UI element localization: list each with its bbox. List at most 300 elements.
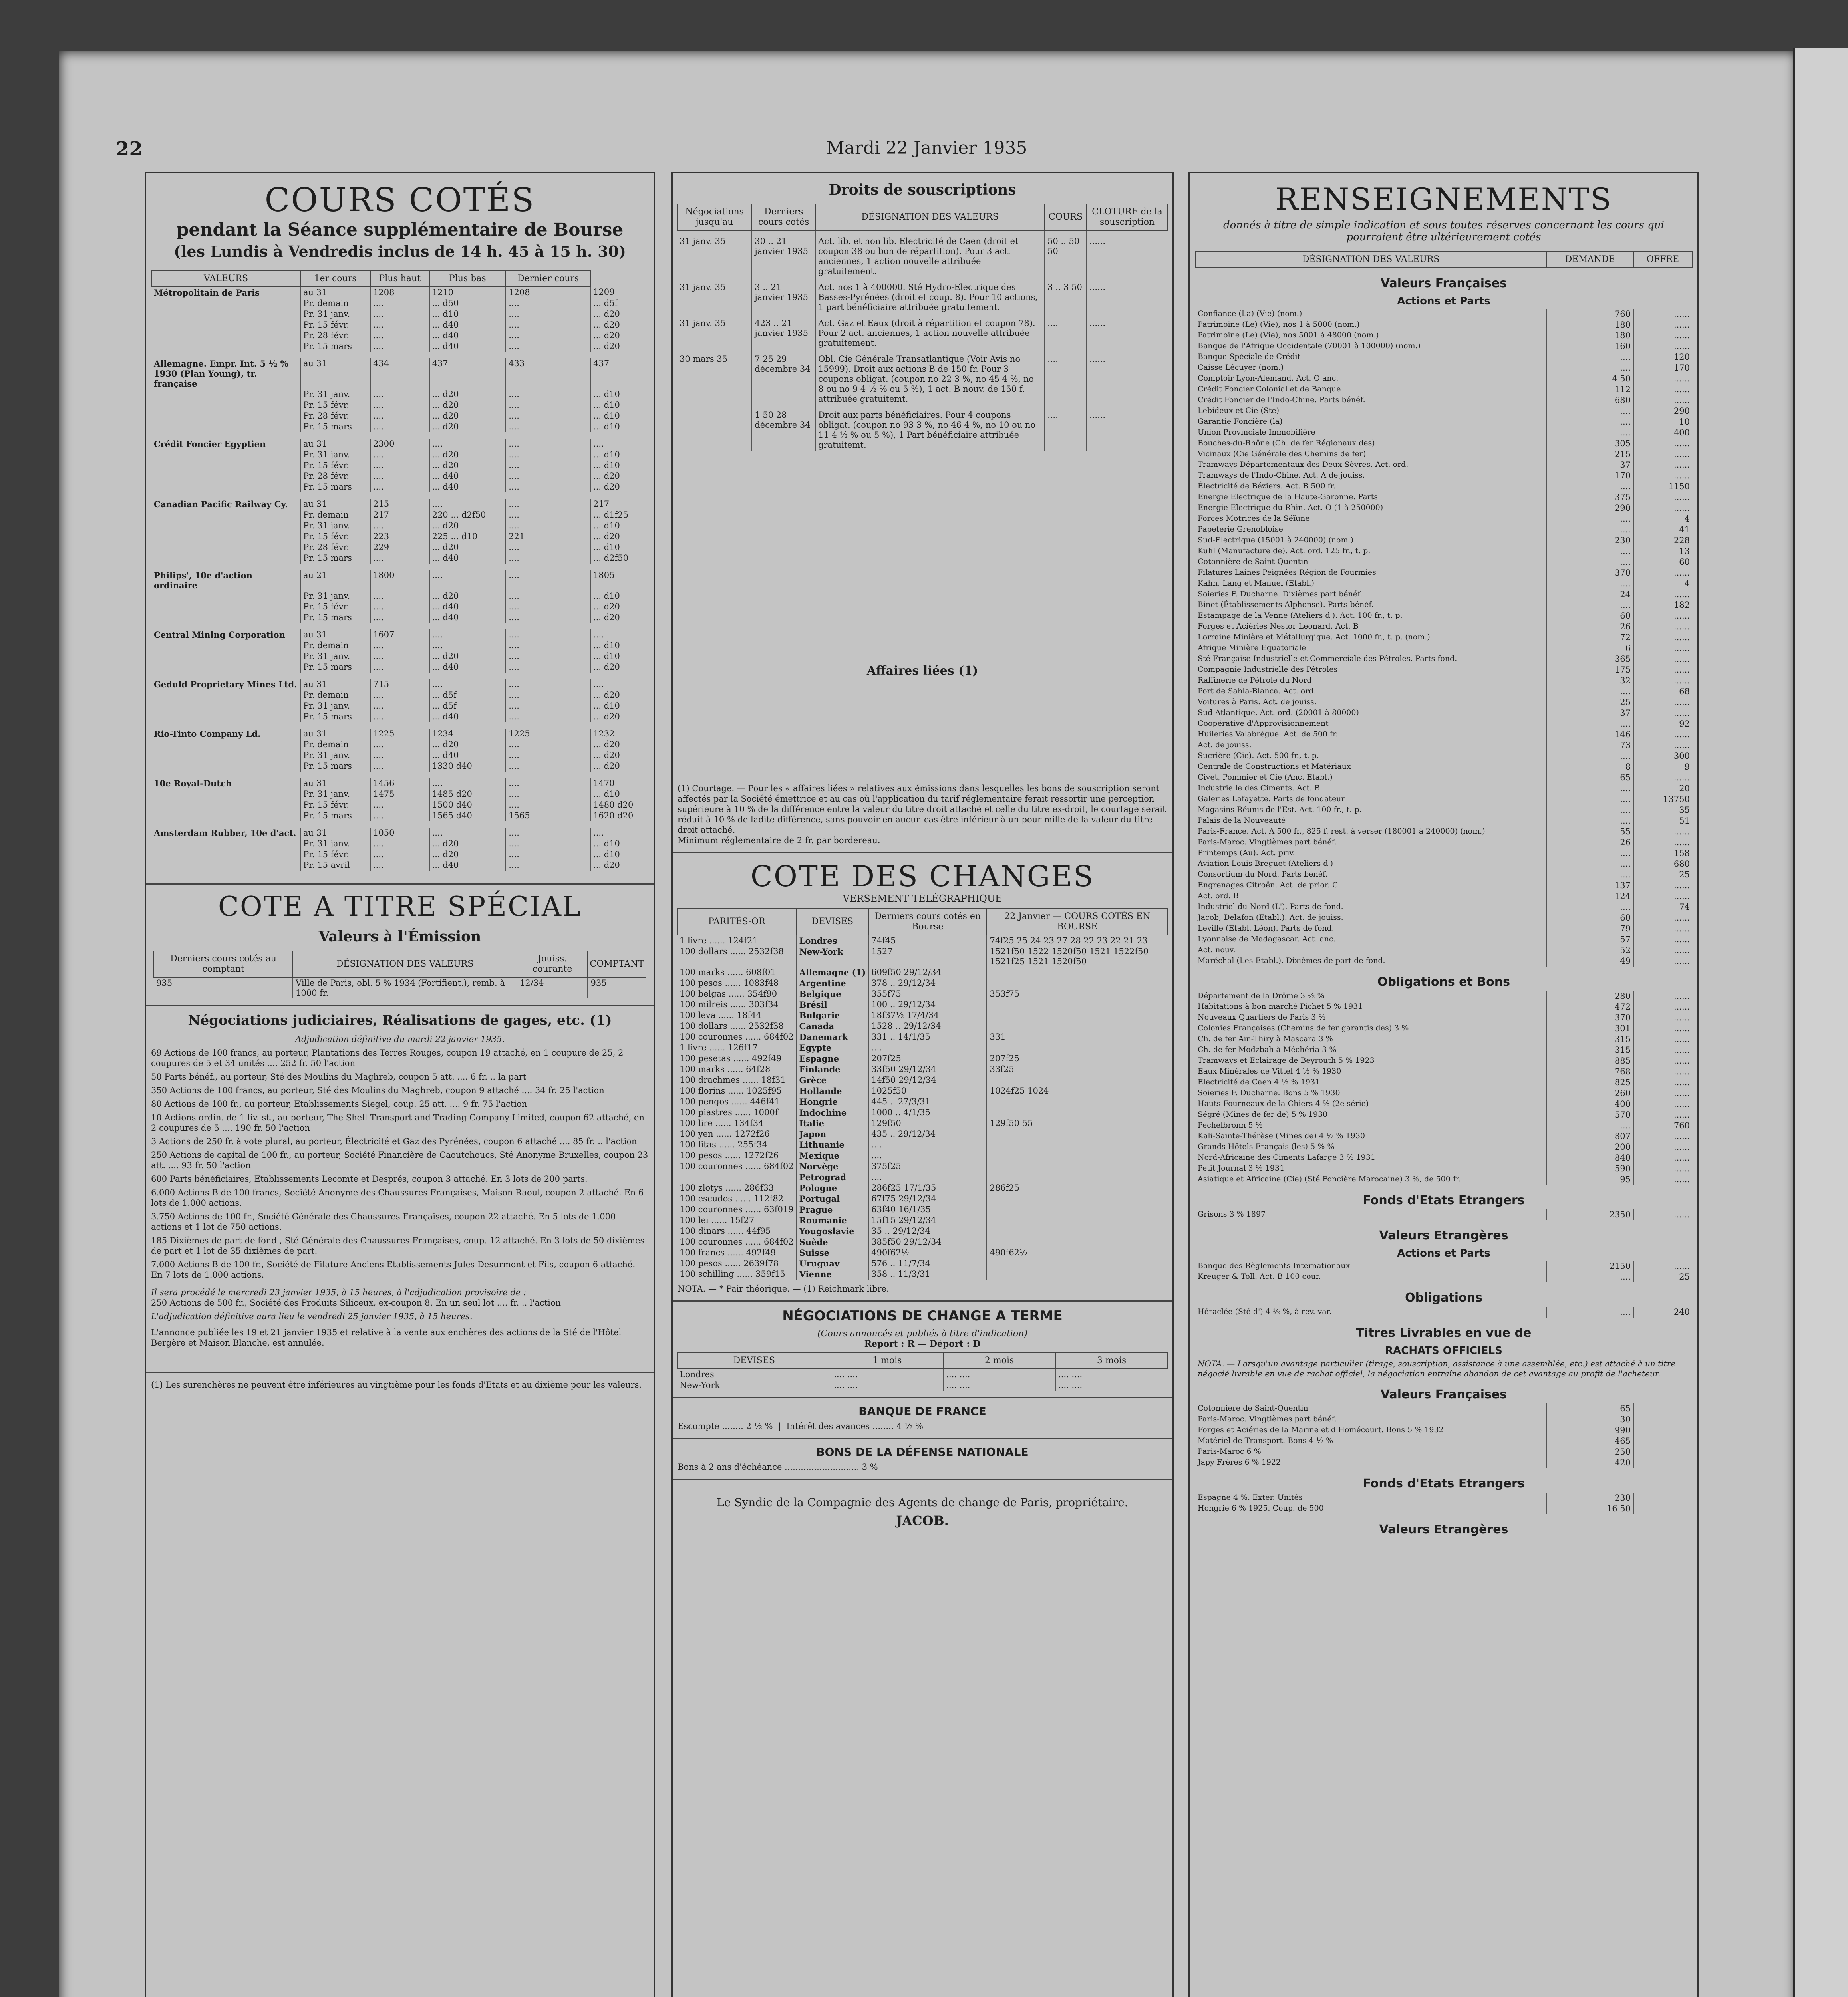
notice-definitive: L'adjudication définitive aura lieu le vendredi 25 janvier 1935, à 15 heures. [151, 1312, 473, 1321]
negociation-item: 350 Actions de 100 francs, au porteur, Sté des Moulins du Maghreb, coupon 9 attaché .... 34 fr. 25 l'action [151, 1086, 604, 1095]
demande-value: .... [1546, 751, 1633, 762]
offre-value: ...... [1633, 449, 1692, 460]
valeur-name [151, 651, 300, 662]
cours-value: .... [370, 690, 429, 701]
table-row [1195, 1142, 1692, 1153]
demande-value: 305 [1546, 438, 1633, 449]
valeur-name: Estampage de la Venne (Ateliers d'). Act. 100 fr., t. p. [1198, 611, 1403, 620]
cours-value: .... [506, 449, 590, 460]
cours-value: 437 [590, 358, 649, 389]
offre-value: 25 [1633, 869, 1692, 880]
offre-value: 170 [1633, 363, 1692, 373]
demande-value: 290 [1546, 503, 1633, 514]
table-row [1195, 794, 1692, 805]
offre-value: ...... [1633, 1174, 1692, 1185]
souscription-cell: Obl. Cie Générale Transatlantique (Voir Avis no 15999). Droit aux actions B de 150 fr. Pour 3 coupons obligat. (coupon no 22 3 %, no 45 4 %, no 8 ou no 9 4 ½ % ou 5 %), 1 act. B nouv. de 150 f. attribuée gratuitemt. [815, 349, 1045, 405]
changes-header: Derniers cours cotés en Bourse [868, 909, 987, 935]
echeance-cell: Pr. 31 janv. [300, 449, 370, 460]
column-renseignements [1188, 172, 1699, 1997]
cours-value: ... d20 [590, 330, 649, 341]
valeur-name [151, 542, 300, 553]
table-row [1195, 1457, 1692, 1468]
valeur-name: Philips', 10e d'action ordinaire [154, 570, 252, 590]
cours-du-jour: 490f62½ [987, 1247, 1168, 1258]
valeur-name: Act. ord. B [1198, 891, 1239, 900]
offre-value: ...... [1633, 740, 1692, 751]
echeance-cell: Pr. 15 mars [300, 612, 370, 623]
changes-header: DEVISES [797, 909, 869, 935]
offre-value: 182 [1633, 600, 1692, 611]
negociation-item: 185 Dixièmes de part de fond., Sté Générale des Chaussures Françaises, coup. 12 attaché. En 3 lots de 50 dixièmes de part et 1 lot de 35 dixièmes de part. [151, 1236, 645, 1256]
offre-value: ...... [1633, 621, 1692, 632]
section-heading: Fonds d'Etats Etrangers [1363, 1193, 1525, 1207]
section-heading-row [1195, 1514, 1692, 1538]
cours-value: 217 [590, 499, 649, 510]
table-row [677, 989, 1168, 999]
cours-du-jour [987, 1042, 1168, 1053]
table-row [1195, 740, 1692, 751]
demande-value: 315 [1546, 1034, 1633, 1045]
cours-du-jour [987, 1010, 1168, 1021]
terme-header: 2 mois [943, 1353, 1055, 1369]
devise: New-York [797, 946, 869, 967]
cours-value: 229 [370, 542, 429, 553]
table-row [1195, 417, 1692, 427]
table-row [151, 341, 649, 352]
dernier-cours: 33f50 29/12/34 [868, 1064, 987, 1075]
table-row [1195, 837, 1692, 848]
cours-value: .... [506, 570, 590, 591]
offre-value: 9 [1633, 762, 1692, 772]
cours-value: ... d40 [429, 341, 506, 352]
section-heading: Actions et Parts [1397, 1247, 1490, 1259]
valeur-name [151, 838, 300, 849]
offre-value: ...... [1633, 934, 1692, 945]
valeur-name [151, 711, 300, 722]
demande-value: 990 [1546, 1425, 1633, 1436]
section-heading-row [1195, 1342, 1692, 1358]
devise: Suède [797, 1237, 869, 1247]
echeance-cell: Pr. 15 févr. [300, 460, 370, 471]
table-row [151, 761, 649, 772]
cours-du-jour [987, 1075, 1168, 1086]
negociation-item: 7.000 Actions B de 100 fr., Société de Filature Anciens Etablissements Jules Desurmont et Fils, coupon 6 attaché. En 7 lots de 1.000 actions. [151, 1260, 636, 1280]
table-row [151, 601, 649, 612]
cours-value: .... [429, 570, 506, 591]
renseignements-subtitle: donnés à titre de simple indication et sous toutes réserves concernant les cours qui pourraient être ultérieurement cotés [1223, 219, 1664, 243]
cours-value: .... [506, 690, 590, 701]
demande-value: 124 [1546, 891, 1633, 902]
cours-value: .... [506, 400, 590, 411]
valeur-name [151, 601, 300, 612]
table-row [1195, 1012, 1692, 1023]
valeur-name [151, 800, 300, 810]
parite-or [677, 1172, 797, 1183]
souscription-cell: .... [1045, 313, 1087, 349]
changes-title: COTE DES CHANGES [750, 860, 1095, 893]
renseignements-table [1195, 251, 1693, 1538]
demande-value: 137 [1546, 880, 1633, 891]
offre-value: 68 [1633, 686, 1692, 697]
dernier-cours: 14f50 29/12/34 [868, 1075, 987, 1086]
valeur-name [151, 341, 300, 352]
cours-value: .... [429, 499, 506, 510]
spacer-cell [151, 492, 300, 499]
titre-special-cell: 935 [156, 978, 173, 988]
table-row [151, 510, 649, 520]
echeance-cell: Pr. 15 mars [300, 482, 370, 492]
table-row [151, 298, 649, 309]
parite-or: 100 francs ...... 492f49 [680, 1248, 776, 1257]
devise: Indochine [797, 1107, 869, 1118]
table-row [1195, 578, 1692, 589]
cours-value: .... [506, 553, 590, 564]
offre-value: 51 [1633, 816, 1692, 826]
souscription-cell: 31 janv. 35 [680, 318, 726, 328]
valeur-name: Confiance (La) (Vie) (nom.) [1198, 309, 1302, 318]
echeance-cell: Pr. demain [300, 298, 370, 309]
demande-value: 30 [1546, 1414, 1633, 1425]
cours-value: 1225 [370, 729, 429, 739]
table-row [1195, 934, 1692, 945]
parite-or: 100 florins ...... 1025f95 [680, 1086, 782, 1096]
cours-value: ... d20 [590, 471, 649, 482]
cours-value: ... d10 [590, 411, 649, 421]
valeur-name: Act. de jouiss. [1198, 740, 1252, 749]
cours-value: 1475 [370, 789, 429, 800]
dernier-cours: 63f40 16/1/35 [868, 1204, 987, 1215]
valeur-name: Paris-France. Act. A 500 fr., 825 f. rest. à verser (180001 à 240000) (nom.) [1198, 827, 1485, 836]
table-row [1195, 373, 1692, 384]
cours-du-jour [987, 1258, 1168, 1269]
dernier-cours: 378 .. 29/12/34 [868, 978, 987, 989]
rachats-nota-row [1195, 1358, 1692, 1379]
cours-value: ... d40 [429, 860, 506, 871]
negociations-title: Négociations judiciaires, Réalisations de gages, etc. (1) [188, 1012, 612, 1028]
table-row [151, 591, 649, 601]
cours-value: .... [506, 640, 590, 651]
valeur-name: Leville (Etabl. Léon). Parts de fond. [1198, 924, 1334, 933]
cours-value: .... [370, 761, 429, 772]
cours-value: ... d10 [590, 640, 649, 651]
bons-label: Bons à 2 ans d'échéance [678, 1462, 782, 1472]
cours-value: 1470 [590, 778, 649, 789]
avances-rate: 4 ½ % [896, 1421, 924, 1431]
offre-value: ...... [1633, 891, 1692, 902]
page-number: 22 [116, 138, 143, 160]
valeur-name: Asiatique et Africaine (Cie) (Sté Foncière Marocaine) 3 %, de 500 fr. [1198, 1175, 1461, 1183]
cours-du-jour [987, 1129, 1168, 1139]
spacer-cell [151, 821, 300, 828]
demande-value: 170 [1546, 470, 1633, 481]
cours-value: 1805 [590, 570, 649, 591]
offre-value: ...... [1633, 826, 1692, 837]
demande-value: 840 [1546, 1153, 1633, 1163]
echeance-cell: Pr. 15 févr. [300, 800, 370, 810]
affaires-liees: Affaires liées (1) [866, 664, 978, 678]
table-row [1195, 816, 1692, 826]
table-row [677, 1010, 1168, 1021]
valeur-name [151, 849, 300, 860]
cours-du-jour [987, 1139, 1168, 1150]
echeance-cell: Pr. 31 janv. [300, 309, 370, 320]
demande-value: 570 [1546, 1110, 1633, 1120]
cours-value: .... [506, 542, 590, 553]
offre-value: ...... [1633, 1045, 1692, 1056]
echeance-cell: Pr. 28 févr. [300, 542, 370, 553]
demande-value: 180 [1546, 330, 1633, 341]
valeur-name [151, 411, 300, 421]
parite-or: 100 lire ...... 134f34 [680, 1118, 764, 1128]
cours-value: 1225 [506, 729, 590, 739]
table-row [1195, 665, 1692, 675]
offre-value: ...... [1633, 956, 1692, 967]
table-row [677, 1204, 1168, 1215]
valeur-name: Soieries F. Ducharne. Dixièmes part bénéf. [1198, 590, 1363, 598]
table-row [1195, 438, 1692, 449]
cours-value: ... d5f [590, 298, 649, 309]
dernier-cours: 18f37½ 17/4/34 [868, 1010, 987, 1021]
cours-value: .... [370, 400, 429, 411]
spacer-cell [151, 564, 300, 570]
cours-value: .... [370, 750, 429, 761]
demande-value: 65 [1546, 1403, 1633, 1414]
valeur-name: 10e Royal-Dutch [154, 778, 232, 788]
offre-value: 120 [1633, 352, 1692, 363]
table-row [1195, 772, 1692, 783]
cours-value: ... d20 [429, 389, 506, 400]
cours-value: ... d2f50 [590, 553, 649, 564]
valeur-name: Crédit Foncier Egyptien [154, 439, 266, 449]
offre-value: ...... [1633, 772, 1692, 783]
offre-value [1633, 1503, 1692, 1514]
offre-value: 92 [1633, 719, 1692, 729]
valeur-name: Eaux Minérales de Vittel 4 ½ % 1930 [1198, 1067, 1341, 1076]
table-row [1195, 1110, 1692, 1120]
negociation-item: 6.000 Actions B de 100 francs, Société Anonyme des Chaussures Françaises, Maison Raoul, coupon 2 attaché. En 6 lots de 1.000 actions. [151, 1188, 644, 1208]
cours-value: ... d10 [590, 520, 649, 531]
table-row [1195, 492, 1692, 503]
echeance-cell: au 31 [300, 439, 370, 449]
table-row [677, 1150, 1168, 1161]
valeur-name: Kuhl (Manufacture de). Act. ord. 125 fr., t. p. [1198, 546, 1371, 555]
valeur-name: Métropolitain de Paris [154, 288, 260, 298]
valeur-name: Nord-Africaine des Ciments Lafarge 3 % 1931 [1198, 1153, 1376, 1162]
valeur-name: Ségré (Mines de fer de) 5 % 1930 [1198, 1110, 1328, 1119]
cours-value: 1480 d20 [590, 800, 649, 810]
table-row [151, 309, 649, 320]
table-row [1195, 611, 1692, 621]
table-row [677, 1021, 1168, 1032]
demande-value: 25 [1546, 697, 1633, 708]
valeur-name: Filatures Laines Peignées Région de Fourmies [1198, 568, 1376, 577]
table-row [1195, 524, 1692, 535]
cours-value: .... [370, 601, 429, 612]
cours-du-jour [987, 1096, 1168, 1107]
column-cours-cotes [145, 172, 655, 1997]
table-row [1195, 1099, 1692, 1110]
cours-value: ... d10 [590, 651, 649, 662]
cours-value: 1234 [429, 729, 506, 739]
offre-value: ...... [1633, 1088, 1692, 1099]
valeur-name: Printemps (Au). Act. priv. [1198, 848, 1295, 857]
demande-value: 370 [1546, 1012, 1633, 1023]
offre-value: ...... [1633, 1209, 1692, 1220]
offre-value: ...... [1633, 729, 1692, 740]
offre-value: 41 [1633, 524, 1692, 535]
table-row [1195, 686, 1692, 697]
offre-value [1633, 1425, 1692, 1436]
cours-value: .... [506, 711, 590, 722]
echeance-cell: Pr. 31 janv. [300, 651, 370, 662]
valeur-name: Sucrière (Cie). Act. 500 fr., t. p. [1198, 751, 1319, 760]
table-row [151, 531, 649, 542]
devise: Canada [797, 1021, 869, 1032]
table-row [1195, 1209, 1692, 1220]
dernier-cours: 15f15 29/12/34 [868, 1215, 987, 1226]
offre-value: ...... [1633, 589, 1692, 600]
devise: Espagne [797, 1053, 869, 1064]
cours-value: 1210 [429, 287, 506, 298]
table-row [1195, 945, 1692, 956]
offre-value: ...... [1633, 675, 1692, 686]
table-row [1195, 481, 1692, 492]
demande-value: 32 [1546, 675, 1633, 686]
spacer-cell [151, 623, 300, 629]
valeur-name: Forges et Aciéries Nestor Léonard. Act. B [1198, 622, 1359, 631]
souscription-cell: 3 .. 3 50 [1045, 277, 1087, 313]
dernier-cours: 435 .. 29/12/34 [868, 1129, 987, 1139]
cours-value: .... [370, 553, 429, 564]
table-row [677, 946, 1168, 967]
cours-value: ... d20 [590, 341, 649, 352]
demande-value: 37 [1546, 460, 1633, 470]
cours-value: .... [370, 411, 429, 421]
souscription-cell: Droit aux parts bénéficiaires. Pour 4 coupons obligat. (coupon no 93 3 %, no 46 4 %, no 10 ou no 11 4 ½ % ou 5 %), 1 Part bénéficiaire attribuée gratuitemt. [815, 405, 1045, 451]
offre-value: ...... [1633, 395, 1692, 406]
negociation-item: 50 Parts bénéf., au porteur, Sté des Moulins du Maghreb, coupon 5 att. .... 6 fr. .. la part [151, 1072, 527, 1082]
table-row [677, 1086, 1168, 1096]
demande-value: 200 [1546, 1142, 1633, 1153]
offre-value: ...... [1633, 1153, 1692, 1163]
valeur-name [151, 421, 300, 432]
cours-value: ... d40 [429, 471, 506, 482]
echeance-cell: Pr. 15 févr. [300, 320, 370, 330]
valeur-name: Paris-Maroc 6 % [1198, 1447, 1261, 1456]
offre-value: 60 [1633, 557, 1692, 568]
spacer-cell [151, 673, 300, 679]
echeance-cell: Pr. 28 févr. [300, 330, 370, 341]
parite-or: 100 drachmes ...... 18f31 [680, 1075, 786, 1085]
page-date: Mardi 22 Janvier 1935 [826, 138, 1027, 158]
souscription-cell: ...... [1087, 405, 1168, 451]
table-row [1195, 557, 1692, 568]
offre-value: ...... [1633, 470, 1692, 481]
offre-value: 400 [1633, 427, 1692, 438]
devise: Egypte [797, 1042, 869, 1053]
echeance-cell: Pr. 31 janv. [300, 520, 370, 531]
table-row [151, 542, 649, 553]
parite-or: 100 marks ...... 64f28 [680, 1064, 771, 1074]
valeur-name: Centrale de Constructions et Matériaux [1198, 762, 1351, 771]
parite-or: 100 dinars ...... 44f95 [680, 1226, 771, 1236]
section-heading: Obligations [1405, 1291, 1482, 1305]
table-row [677, 1139, 1168, 1150]
titre-special-header: COMPTANT [588, 951, 646, 977]
offre-value: 13750 [1633, 794, 1692, 805]
cours-du-jour: 286f25 [987, 1183, 1168, 1193]
demande-value: 146 [1546, 729, 1633, 740]
cours-value: 715 [370, 679, 429, 690]
table-row [151, 499, 649, 510]
echeance-cell: au 31 [300, 358, 370, 389]
echeance-cell: Pr. 31 janv. [300, 750, 370, 761]
table-row [1195, 1153, 1692, 1163]
cours-cotes-header: Plus haut [370, 271, 429, 287]
table-row [151, 471, 649, 482]
cours-value: .... [506, 612, 590, 623]
offre-value: 4 [1633, 578, 1692, 589]
echeance-cell: au 31 [300, 629, 370, 640]
echeance-cell: Pr. demain [300, 739, 370, 750]
demande-value: 6 [1546, 643, 1633, 654]
valeur-name: Tramways et Eclairage de Beyrouth 5 % 1923 [1198, 1056, 1375, 1065]
offre-value: 760 [1633, 1120, 1692, 1131]
table-row [1195, 1414, 1692, 1425]
dernier-cours: .... [868, 1042, 987, 1053]
table-row [1195, 1307, 1692, 1318]
cours-du-jour [987, 999, 1168, 1010]
group-spacer [151, 772, 649, 778]
souscriptions-header: Derniers cours cotés [752, 204, 815, 230]
cours-value: ... d20 [429, 460, 506, 471]
cours-value: ... d50 [429, 298, 506, 309]
cours-value: .... [370, 701, 429, 711]
souscriptions-header: COURS [1045, 204, 1087, 230]
minimum-note: Minimum réglementaire de 2 fr. par bordereau. [678, 836, 880, 845]
table-row [1195, 956, 1692, 967]
cours-value: .... [506, 629, 590, 640]
cours-value: 1456 [370, 778, 429, 789]
table-row [1195, 1447, 1692, 1457]
table-row [151, 711, 649, 722]
section-heading: Fonds d'Etats Etrangers [1363, 1477, 1525, 1491]
table-row [151, 400, 649, 411]
cours-value: 217 [370, 510, 429, 520]
cours-value: ... d10 [590, 849, 649, 860]
escompte-rate: 2 ½ % [746, 1421, 773, 1431]
cours-du-jour: 74f25 25 24 23 27 28 22 23 22 21 23 [987, 935, 1168, 946]
cours-value: .... [506, 789, 590, 800]
section-heading-row [1195, 1220, 1692, 1245]
cours-du-jour [987, 1269, 1168, 1280]
cours-value: .... [506, 800, 590, 810]
parite-or: 100 couronnes ...... 684f02 [680, 1237, 794, 1247]
devise: Argentine [797, 978, 869, 989]
valeur-name: Patrimoine (Le) (Vie), nos 1 à 5000 (nom.) [1198, 320, 1360, 329]
group-spacer [151, 821, 649, 828]
echeance-cell: Pr. 15 mars [300, 711, 370, 722]
valeur-name [151, 320, 300, 330]
souscription-cell: Act. nos 1 à 400000. Sté Hydro-Electrique des Basses-Pyrénées (droit et coup. 8). Pour 10 actions, 1 part bénéficiaire attribuée gratuitement. [815, 277, 1045, 313]
dernier-cours: 74f45 [868, 935, 987, 946]
valeur-name [151, 531, 300, 542]
section-heading-row [1195, 1379, 1692, 1403]
devise: Suisse [797, 1247, 869, 1258]
table-row [1195, 1120, 1692, 1131]
table-row [1195, 848, 1692, 859]
cours-value: .... [506, 341, 590, 352]
